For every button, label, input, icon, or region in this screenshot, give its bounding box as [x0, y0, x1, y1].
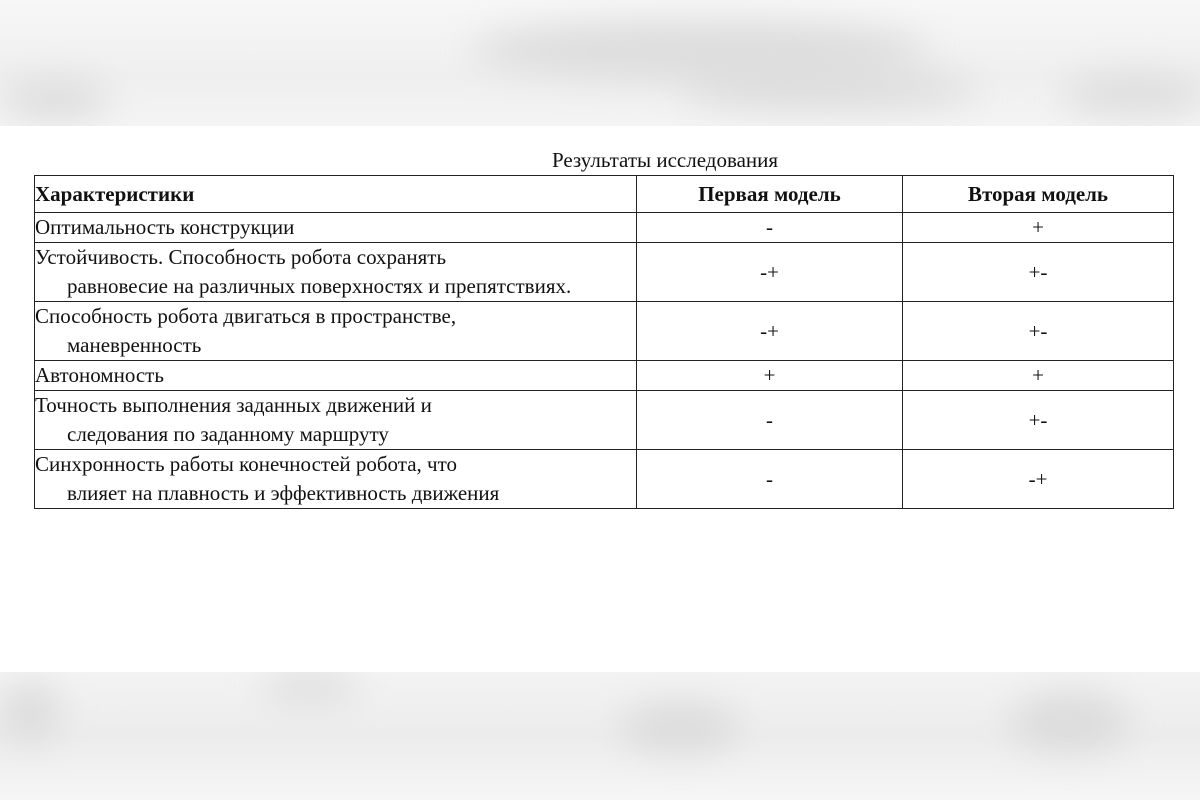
second-model-value: -+	[903, 450, 1174, 509]
first-model-value: -	[637, 391, 903, 450]
characteristic-continuation: маневренность	[67, 333, 202, 357]
characteristic-cell	[35, 391, 637, 450]
blurred-text-smudge	[260, 672, 360, 702]
results-table	[34, 175, 1174, 509]
table-row	[35, 361, 1174, 391]
header-first-model: Первая модель	[637, 176, 903, 213]
characteristic-text: Точность выполнения заданных движений и	[35, 393, 432, 417]
characteristic-text: Способность робота двигаться в пространстве,	[35, 304, 457, 328]
table-row	[35, 450, 1174, 509]
characteristic-cell	[35, 213, 637, 243]
second-model-value: +-	[903, 302, 1174, 361]
header-characteristics: Характеристики	[35, 176, 637, 213]
characteristic-cell	[35, 450, 637, 509]
characteristic-cell	[35, 243, 637, 302]
characteristic-cell	[35, 361, 637, 391]
table-header-row	[35, 176, 1174, 213]
blurred-text-smudge	[620, 702, 740, 752]
blurred-text-smudge	[1060, 75, 1200, 115]
characteristic-text: Оптимальность конструкции	[35, 215, 295, 239]
first-model-value: -	[637, 213, 903, 243]
second-model-value: +	[903, 361, 1174, 391]
characteristic-continuation: равновесие на различных поверхностях и препятствиях.	[67, 274, 572, 298]
second-model-value: +-	[903, 243, 1174, 302]
characteristic-text: Устойчивость. Способность робота сохранять	[35, 245, 447, 269]
first-model-value: +	[637, 361, 903, 391]
table-row	[35, 391, 1174, 450]
characteristic-cell	[35, 302, 637, 361]
blurred-bottom-background	[0, 672, 1200, 800]
blurred-text-smudge	[680, 70, 980, 110]
first-model-value: -+	[637, 302, 903, 361]
header-second-model: Вторая модель	[903, 176, 1174, 213]
second-model-value: +	[903, 213, 1174, 243]
first-model-value: -	[637, 450, 903, 509]
table-row	[35, 213, 1174, 243]
second-model-value: +-	[903, 391, 1174, 450]
blurred-top-background	[0, 0, 1200, 126]
characteristic-text: Автономность	[35, 363, 164, 387]
characteristic-continuation: влияет на плавность и эффективность движения	[67, 481, 500, 505]
first-model-value: -+	[637, 243, 903, 302]
characteristic-continuation: следования по заданному маршруту	[67, 422, 389, 446]
characteristic-text: Синхронность работы конечностей робота, что	[35, 452, 457, 476]
table-caption: Результаты исследования	[551, 148, 779, 172]
blurred-text-smudge	[0, 80, 110, 120]
table-row	[35, 302, 1174, 361]
blurred-text-smudge	[1010, 692, 1130, 752]
table-row	[35, 243, 1174, 302]
blurred-text-smudge	[0, 682, 60, 742]
